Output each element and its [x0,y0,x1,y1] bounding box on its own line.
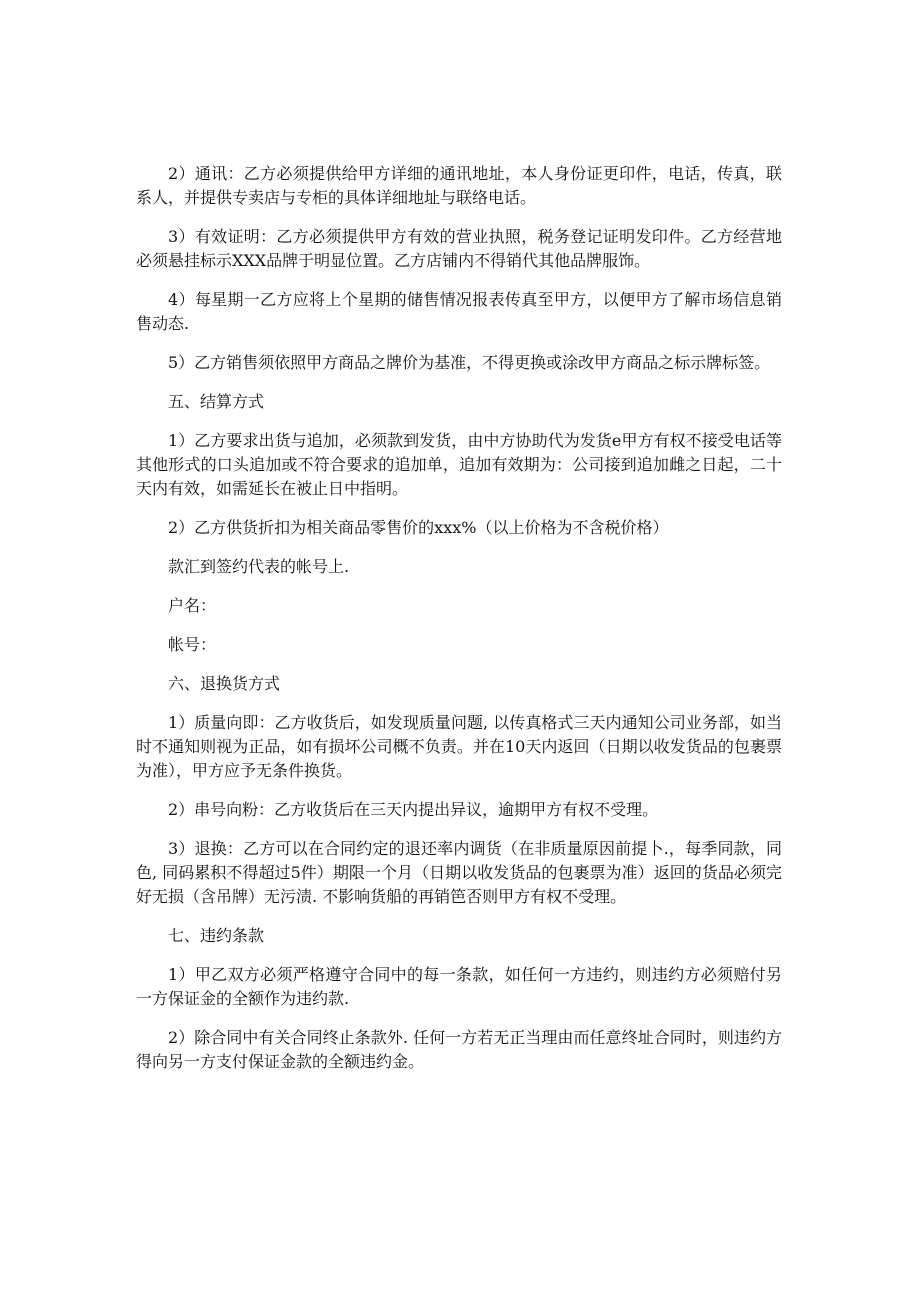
clause-supply-discount: 2）乙方供货折扣为相关商品零售价的xxx%（以上价格为不含税价格） [168,518,669,537]
section-heading-settlement: 五、结算方式 [168,392,265,411]
clause-breach-compensation: 1）甲乙双方必须严格遵守合同中的每一条款，如任何一方违约，则违约方必须赔付另一方保证金的全额作为违约款. [136,965,782,1008]
clause-return-exchange: 3）退换：乙方可以在合同约定的退还率内调货（在非质量原因前提卜.，每季同款，同色, 同码累积不得超过5件）期限一个月（日期以收发货品的包裹票为准）返回的货品必须完好无损（含吊牌）无污渍. 不影响货船的再销笆否则甲方有权不受理。 [136,839,782,906]
clause-wrong-items: 2）串号向粉：乙方收货后在三天内提出异议，逾期甲方有权不受理。 [168,800,659,819]
clause-weekly-report: 4）每星期一乙方应将上个星期的储售情况报表传真至甲方，以便甲方了解市场信息销售动态. [136,290,782,333]
contract-body [136,162,782,1089]
clause-pricing: 5）乙方销售须依照甲方商品之牌价为基准，不得更换或涂改甲方商品之标示牌标签。 [168,353,771,372]
clause-quality-issues: 1）质量向即：乙方收货后，如发现质量问题, 以传真格式三天内通知公司业务部，如当时不通知则视为正品，如有损坏公司概不负责。并在10天内返回（日期以收发货品的包裹票为准），甲方应予无条件换货。 [136,713,782,780]
clause-payment-account: 款汇到签约代表的帐号上. [168,557,350,576]
clause-communication: 2）通讯：乙方必须提供给甲方详细的通讯地址，本人身份证更印件，电话，传真，联系人，并提供专卖店与专柜的具体详细地址与联络电话。 [136,164,782,207]
clause-shipping-additional-orders: 1）乙方要求出货与追加，必须款到发货，由中方协助代为发货e甲方有权不接受电话等其他形式的口头追加或不符合要求的追加单，追加有效期为：公司接到追加雌之日起，二十天内有效，如需延长在被止日中指明。 [136,431,782,498]
clause-valid-certificates: 3）有效证明：乙方必须提供甲方有效的营业执照，税务登记证明发印件。乙方经营地必须悬挂标示XXX品牌于明显位置。乙方店铺内不得销代其他品牌服饰。 [136,227,782,270]
section-heading-breach: 七、违约条款 [168,926,265,945]
account-name-label: 户名： [168,596,217,615]
section-heading-returns: 六、退换货方式 [168,674,281,693]
clause-termination-penalty: 2）除合同中有关合同终止条款外. 任何一方若无正当理由而任意终址合同时，则违约方得向另一方支付保证金款的全额违约金。 [136,1028,782,1071]
account-number-label: 帐号： [168,635,217,654]
